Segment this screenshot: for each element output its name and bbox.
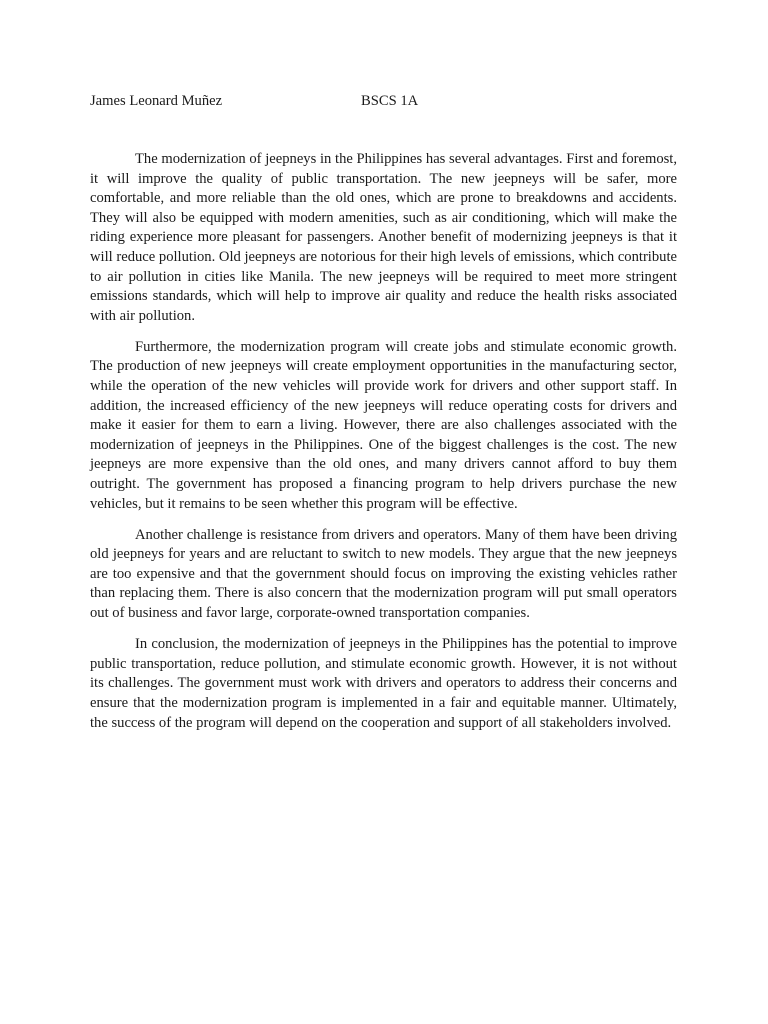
course-label: BSCS 1A [361,93,419,109]
paragraph-2: Furthermore, the modernization program will create jobs and stimulate economic growth. The production of new jeepneys will create employment opportunities in the manufacturing sector, while the operation of the new vehicles will provide work for drivers and other support staff. In addition, the increased efficiency of the new jeepneys will reduce operating costs for drivers and make it easier for them to earn a living. However, there are also challenges associated with the modernization of jeepneys in the Philippines. One of the biggest challenges is the cost. The new jeepneys are more expensive than the old ones, and many drivers cannot afford to buy them outright. The government has proposed a financing program to help drivers purchase the new vehicles, but it remains to be seen whether this program will be effective. [90,338,677,512]
author-name: James Leonard Muñez [90,93,223,109]
essay-body [90,150,677,745]
document-header [90,93,680,113]
paragraph-4: In conclusion, the modernization of jeepneys in the Philippines has the potential to improve public transportation, reduce pollution, and stimulate economic growth. However, it is not without its challenges. The government must work with drivers and operators to address their concerns and ensure that the modernization program is implemented in a fair and equitable manner. Ultimately, the success of the program will depend on the cooperation and support of all stakeholders involved. [90,636,677,731]
paragraph-3: Another challenge is resistance from drivers and operators. Many of them have been driving old jeepneys for years and are reluctant to switch to new models. They argue that the new jeepneys are too expensive and that the government should focus on improving the existing vehicles rather than replacing them. There is also concern that the modernization program will put small operators out of business and favor large, corporate-owned transportation companies. [90,526,677,622]
paragraph-1: The modernization of jeepneys in the Philippines has several advantages. First and foremost, it will improve the quality of public transportation. The new jeepneys will be safer, more comfortable, and more reliable than the old ones, which are prone to breakdowns and accidents. They will also be equipped with modern amenities, such as air conditioning, which will make the riding experience more pleasant for passengers. Another benefit of modernizing jeepneys is that it will reduce pollution. Old jeepneys are notorious for their high levels of emissions, which contribute to air pollution in cities like Manila. The new jeepneys will be required to meet more stringent emissions standards, which will help to improve air quality and reduce the health risks associated with air pollution. [90,151,677,324]
